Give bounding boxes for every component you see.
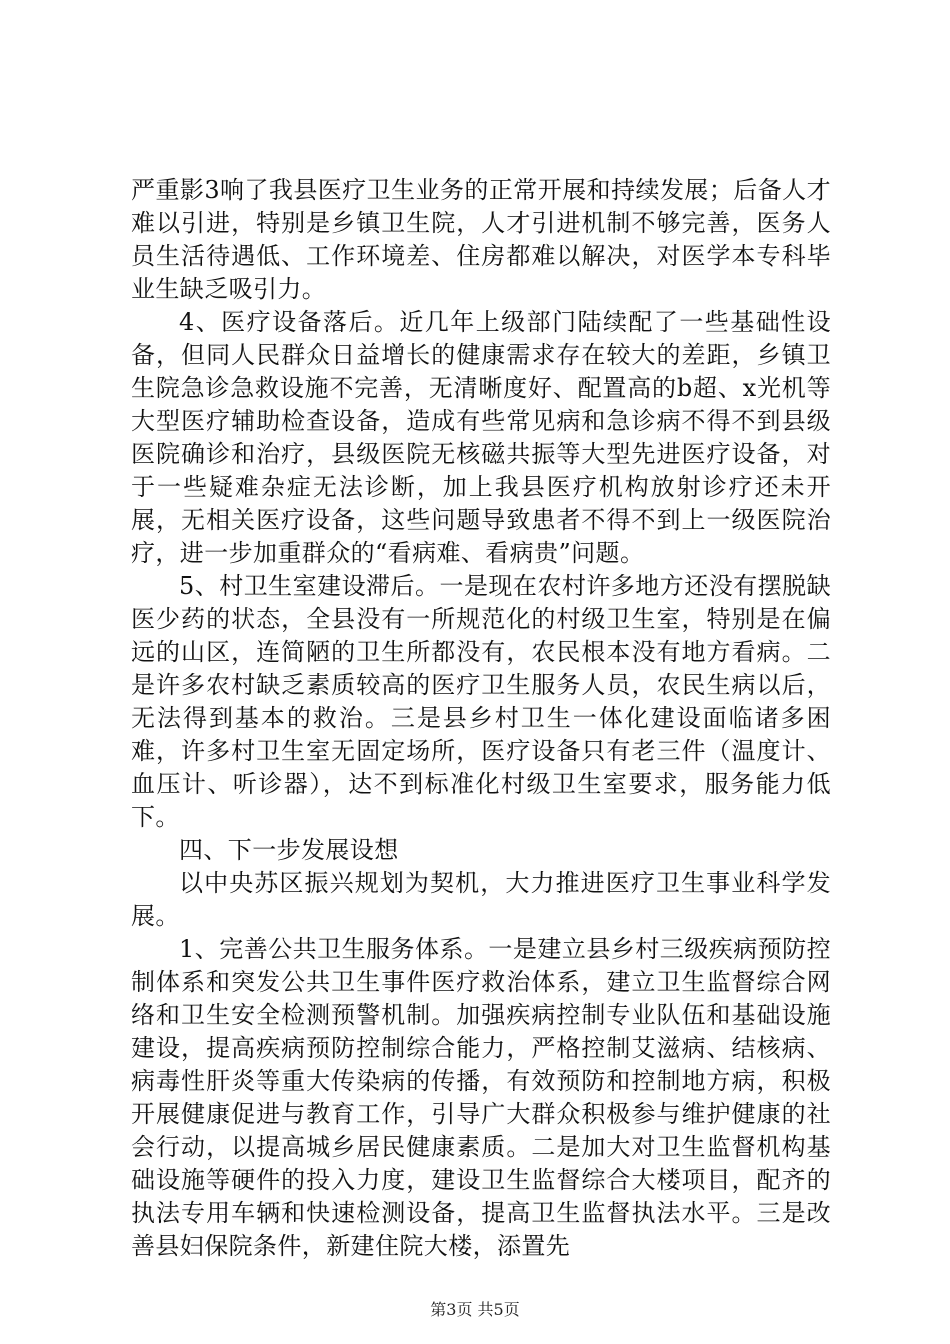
- paragraph-medical-equipment: 4、医疗设备落后。近几年上级部门陆续配了一些基础性设备，但同人民群众日益增长的健康需求存在较大的差距，乡镇卫生院急诊急救设施不完善，无清晰度好、配置高的b超、x光机等大型医疗辅助检查设备，造成有些常见病和急诊病不得不到县级医院确诊和治疗，县级医院无核磁共振等大型先进医疗设备，对于一些疑难杂症无法诊断，加上我县医疗机构放射诊疗还未开展，无相关医疗设备，这些问题导致患者不得不到上一级医院治疗，进一步加重群众的“看病难、看病贵”问题。: [131, 308, 831, 567]
- paragraph-public-health-system: 1、完善公共卫生服务体系。一是建立县乡村三级疾病预防控制体系和突发公共卫生事件医疗救治体系，建立卫生监督综合网络和卫生安全检测预警机制。加强疾病控制专业队伍和基础设施建设，提高疾病预防控制综合能力，严格控制艾滋病、结核病、病毒性肝炎等重大传染病的传播，有效预防和控制地方病，积极开展健康促进与教育工作，引导广大群众积极参与维护健康的社会行动，以提高城乡居民健康素质。二是加大对卫生监督机构基础设施等硬件的投入力度，建设卫生监督综合大楼项目，配齐的执法专用车辆和快速检测设备，提高卫生监督执法水平。三是改善县妇保院条件，新建住院大楼，添置先: [131, 935, 831, 1260]
- paragraph-development-intro: 以中央苏区振兴规划为契机，大力推进医疗卫生事业科学发展。: [131, 869, 831, 930]
- paragraph-village-clinics: 5、村卫生室建设滞后。一是现在农村许多地方还没有摆脱缺医少药的状态，全县没有一所规范化的村级卫生室，特别是在偏远的山区，连简陋的卫生所都没有，农民根本没有地方看病。二是许多农村缺乏素质较高的医疗卫生服务人员，农民生病以后，无法得到基本的救治。三是县乡村卫生一体化建设面临诸多困难，许多村卫生室无固定场所，医疗设备只有老三件（温度计、血压计、听诊器），达不到标准化村级卫生室要求，服务能力低下。: [131, 572, 831, 831]
- section-heading: 四、下一步发展设想: [179, 836, 399, 864]
- document-body: [131, 174, 831, 1263]
- paragraph-continued: 严重影3响了我县医疗卫生业务的正常开展和持续发展；后备人才难以引进，特别是乡镇卫生院，人才引进机制不够完善，医务人员生活待遇低、工作环境差、住房都难以解决，对医学本专科毕业生缺乏吸引力。: [131, 176, 831, 303]
- page-footer: 第3页 共5页: [430, 1300, 520, 1319]
